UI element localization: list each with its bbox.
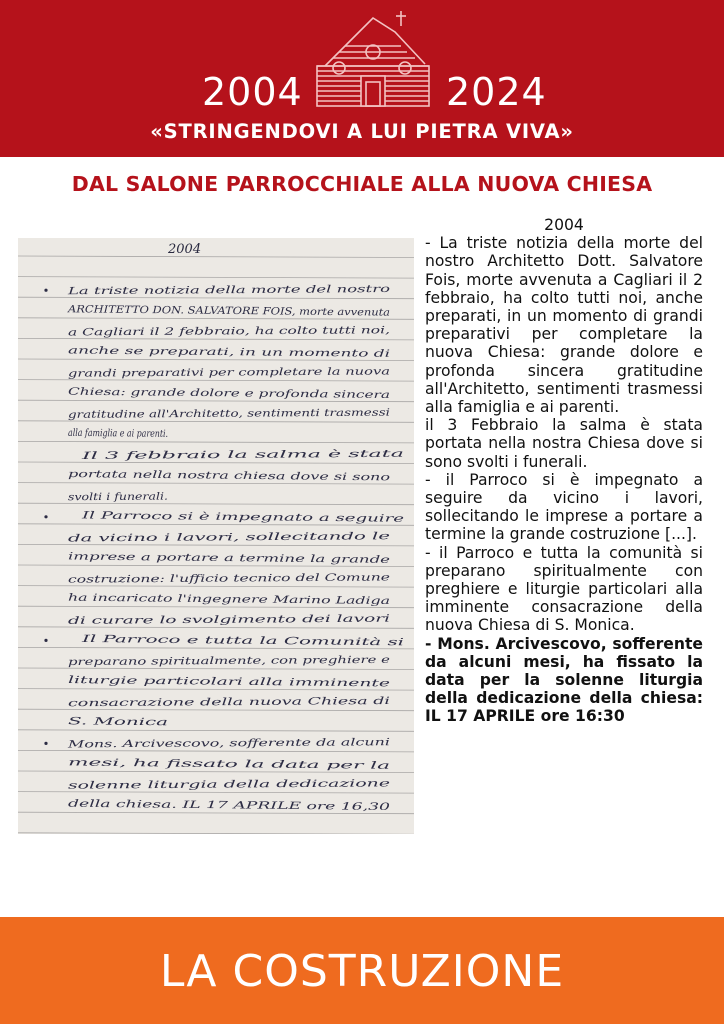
manuscript-line: ha incaricato l'ingegnere Marino Ladiga: [67, 592, 273, 606]
ruled-line: [18, 277, 414, 279]
ruled-line: [18, 833, 414, 834]
article-year: 2004: [544, 216, 584, 234]
year-end: 2024: [446, 70, 547, 114]
ruled-line: [18, 297, 414, 299]
manuscript-line: Il 3 febbraio la salma è stata: [81, 449, 227, 462]
ruled-line: [18, 668, 414, 670]
paragraph-5: - Mons. Arcivescovo, sofferente da alcuni mesi, ha fissato la data per la solenne liturgia della dedicazione della chiesa: IL 17 APRILE ore 16:30: [425, 634, 703, 726]
manuscript-line: a Cagliari il 2 febbraio, ha colto tutti noi,: [67, 325, 276, 339]
manuscript-line: alla famiglia e ai parenti.: [67, 427, 196, 441]
ruled-line: [18, 586, 414, 588]
header-banner: [0, 0, 724, 157]
ruled-line: [18, 338, 414, 340]
manuscript-line: costruzione: l'ufficio tecnico del Comune: [67, 573, 275, 586]
ruled-line: [18, 730, 414, 732]
manuscript-line: consacrazione della nuova Chiesa di: [67, 696, 253, 710]
manuscript-line: Mons. Arcivescovo, sofferente da alcuni: [67, 738, 271, 751]
manuscript-line: solenne liturgia della dedicazione: [67, 779, 239, 792]
ruled-line: [18, 544, 414, 546]
ruled-line: [18, 462, 414, 464]
manuscript-bullet: [44, 639, 47, 642]
ruled-line: [18, 256, 414, 258]
article-text: [425, 216, 703, 726]
manuscript-bullet: [44, 742, 47, 745]
motto: «STRINGENDOVI A LUI PIETRA VIVA»: [150, 120, 574, 143]
ruled-line: [18, 627, 414, 629]
manuscript-line: Il Parroco si è impegnato a seguire: [81, 510, 260, 524]
manuscript-line: mesi, ha fissato la data per la: [67, 757, 218, 770]
manuscript-line: di curare lo svolgimento dei lavori: [67, 614, 243, 627]
manuscript-line: preparano spiritualmente, con preghiere e: [67, 655, 285, 669]
manuscript-line: imprese a portare a termine la grande: [67, 551, 263, 565]
church-icon: [305, 8, 441, 108]
manuscript-drawing: [18, 238, 414, 834]
ruled-line: [18, 441, 414, 443]
ruled-line: [18, 421, 414, 423]
manuscript-line: da vicino i lavori, sollecitando le: [67, 532, 232, 545]
ruled-line: [18, 709, 414, 711]
ruled-line: [18, 750, 414, 752]
manuscript-line: svolti i funerali.: [67, 491, 148, 504]
manuscript-line: della chiesa. IL 17 APRILE ore 16,30: [67, 798, 256, 812]
manuscript-line: S. Monica: [67, 716, 119, 728]
ruled-line: [18, 503, 414, 505]
manuscript-bullet: [44, 515, 47, 518]
ruled-line: [18, 380, 414, 382]
handwritten-page-image: [18, 238, 414, 834]
manuscript-line: Il Parroco e tutta la Comunità si: [81, 633, 245, 647]
section-title: DAL SALONE PARROCCHIALE ALLA NUOVA CHIESA: [71, 172, 653, 196]
ruled-line: [18, 792, 414, 794]
manuscript-heading: 2004: [168, 242, 202, 257]
manuscript-line: Chiesa: grande dolore e profonda sincera: [67, 386, 279, 400]
manuscript-line: gratitudine all'Architetto, sentimenti trasmessi: [67, 408, 307, 421]
footer-banner: [0, 917, 724, 1024]
manuscript-line: La triste notizia della morte del nostro: [67, 284, 264, 298]
paragraph-4: - il Parroco e tutta la comunità si preparano spiritualmente con preghiere e liturgie particolari alla imminente consacrazione della nuova Chiesa di S. Monica.: [425, 543, 703, 635]
manuscript-line: portata nella nostra chiesa dove si sono: [67, 469, 270, 483]
paragraph-1: - La triste notizia della morte del nostro Architetto Dott. Salvatore Fois, morte avvenuta a Cagliari il 2 febbraio, ha colto tutti noi, anche preparati, in un momento di grandi preparativi per completare la nuova Chiesa: grande dolore e profonda sincera gratitudine all'Architetto, sentimenti trasmessi alla famiglia e ai parenti.: [425, 234, 703, 417]
manuscript-line: anche se preparati, in un momento di: [67, 345, 259, 359]
year-start: 2004: [202, 70, 303, 114]
paragraph-3: - il Parroco si è impegnato a seguire da vicino i lavori, sollecitando le imprese a portare a termine la grande costruzione [...].: [425, 470, 703, 544]
footer-title: LA COSTRUZIONE: [159, 946, 565, 997]
manuscript-line: ARCHITETTO DON. SALVATORE FOIS, morte avvenuta: [67, 304, 350, 319]
manuscript-line: liturgie particolari alla imminente: [67, 675, 241, 688]
manuscript-bullet: [44, 289, 47, 292]
manuscript-line: grandi preparativi per completare la nuova: [67, 367, 288, 380]
paragraph-2: il 3 Febbraio la salma è stata portata nella nostra Chiesa dove si sono svolti i funerali.: [425, 416, 703, 471]
